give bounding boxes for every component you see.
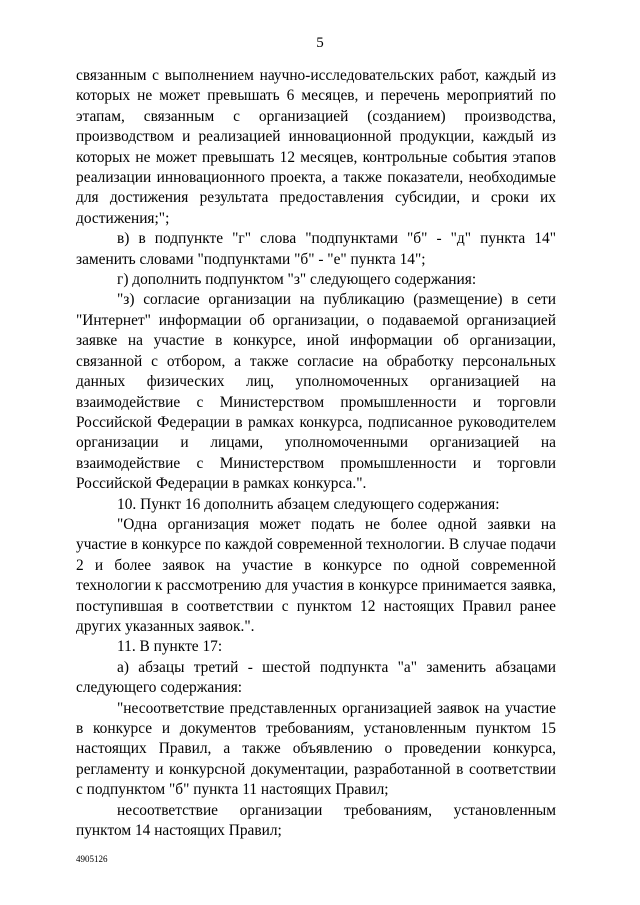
paragraph-7: 11. В пункте 17:: [117, 638, 223, 656]
paragraph-10: несоответствие организации требованиям, установленным пунктом 14 настоящих Правил;: [76, 801, 556, 840]
paragraph-6: "Одна организация может подать не более одной заявки на участие в конкурсе по каждой современной технологии. В случае подачи 2 и более заявок на участие в конкурсе по одной современной технологии к рассмотрению для участия в конкурсе принимается заявка, поступившая в соответствии с пунктом 12 настоящих Правил ранее других указанных заявок.".: [76, 515, 556, 635]
paragraph-3: г) дополнить подпунктом "з" следующего содержания:: [117, 271, 477, 289]
paragraph-8: а) абзацы третий - шестой подпункта "а" заменить абзацами следующего содержания:: [76, 658, 556, 697]
paragraph-4: "з) согласие организации на публикацию (размещение) в сети "Интернет" информации об организации, о подаваемой организацией заявке на участие в конкурсе, иной информации об организации, связанной с отбором, а также согласие на обработку персональных данных физических лиц, уполномоченных организацией на взаимодействие с Министерством промышленности и торговли Российской Федерации в рамках конкурса, подписанное руководителем организации и лицами, уполномоченными организацией на взаимодействие с Министерством промышленности и торговли Российской Федерации в рамках конкурса.".: [76, 291, 556, 493]
page-number: 5: [316, 35, 324, 51]
document-code: 4905126: [76, 854, 108, 864]
document-body: [76, 66, 556, 841]
paragraph-5: 10. Пункт 16 дополнить абзацем следующего содержания:: [117, 495, 500, 513]
paragraph-9: "несоответствие представленных организацией заявок на участие в конкурсе и документов требованиям, установленным пунктом 15 настоящих Правил, а также объявлению о проведении конкурса, регламенту и конкурсной документации, разработанной в соответствии с подпунктом "б" пункта 11 настоящих Правил;: [76, 699, 556, 799]
paragraph-1: связанным с выполнением научно-исследовательских работ, каждый из которых не может превышать 6 месяцев, и перечень мероприятий по этапам, связанным с организацией (созданием) производства, производством и реализацией инновационной продукции, каждый из которых не может превышать 12 месяцев, контрольные события этапов реализации инновационного проекта, а также показатели, необходимые для достижения результата предоставления субсидии, и сроки их достижения;";: [76, 67, 556, 227]
paragraph-2: в) в подпункте "г" слова "подпунктами "б" - "д" пункта 14" заменить словами "подпунктами "б" - "е" пункта 14";: [76, 230, 556, 268]
